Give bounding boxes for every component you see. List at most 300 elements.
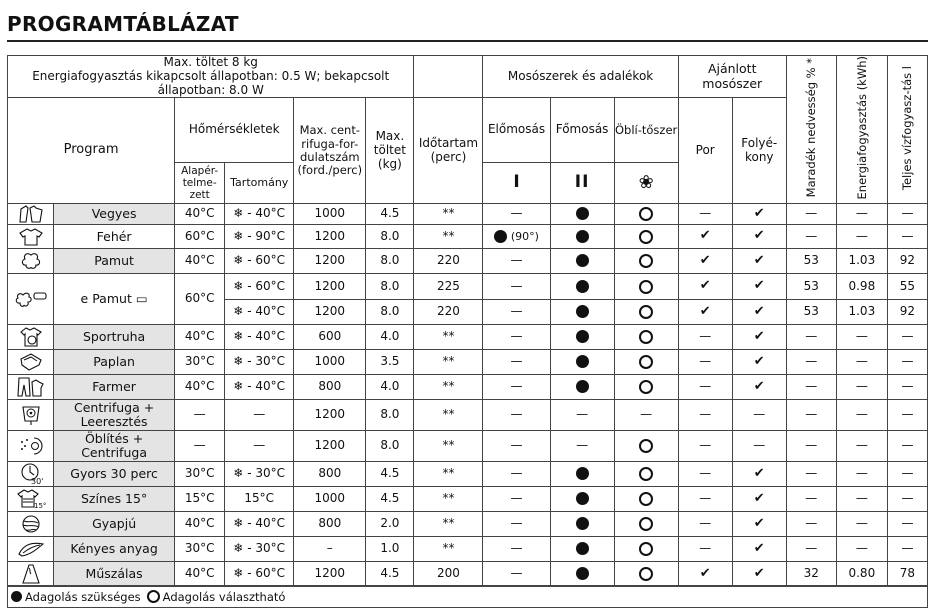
cell-load [366,274,414,300]
load-value: 4.0 [380,379,400,394]
cell-energy [836,537,887,562]
cell-pre [483,431,550,462]
cell-soft [614,375,678,400]
prewash-header: Előmosás [483,98,550,163]
cell-res [786,249,836,274]
spin-value: 800 [318,379,342,394]
required-dot-icon [494,230,507,243]
dur-value: ** [442,407,455,422]
cell-energy [836,350,887,375]
legend-required: Adagolás szükséges [25,589,141,604]
cell-dur [414,325,483,350]
residual-header: Maradék nedvesség % * [786,56,836,204]
spin-value: 1200 [314,304,346,319]
cell-load [366,249,414,274]
delicates-icon [8,537,54,562]
optional-ring-icon [639,230,653,244]
powder-value: ✔ [699,565,711,581]
cell-powder [678,462,732,487]
cell-energy [836,462,887,487]
cell-water [887,562,927,587]
cell-spin [294,249,366,274]
def-value: — [193,407,206,422]
res-value: — [805,354,818,369]
cell-pre [483,350,550,375]
liquid-value: ✔ [753,353,765,369]
cell-powder [678,300,732,325]
load-value: 8.0 [380,304,400,319]
required-dot-icon [576,207,589,220]
res-value: — [805,466,818,481]
cell-range [225,204,294,225]
pre-value: — [510,516,523,531]
range-value: ❄ - 60°C [233,566,286,581]
softener-symbol: ❀ [614,163,678,204]
title-divider [7,40,928,42]
whites-icon [8,225,54,249]
cell-load [366,431,414,462]
cell-pre [483,300,550,325]
cell-water [887,249,927,274]
table-row [8,462,928,487]
required-dot-icon [11,591,22,602]
recommended-header: Ajánlott mosószer [678,56,786,98]
cell-energy [836,512,887,537]
cell-dur [414,225,483,249]
cell-soft [614,249,678,274]
liquid-value: ✔ [753,565,765,581]
powder-value: — [699,491,712,506]
cell-energy [836,225,887,249]
dur-value: ** [442,329,455,344]
dur-value: ** [442,228,455,243]
powder-header: Por [678,98,732,204]
energy-standby-text: Energiafogyasztás kikapcsolt állapotban: 0.5 W; bekapcsolt állapotban: 8.0 W [32,68,390,97]
main-value: — [576,407,589,422]
pre-value: — [510,541,523,556]
spin-value: 800 [318,466,342,481]
cell-powder [678,350,732,375]
range-value: ❄ - 40°C [233,379,286,394]
cell-def [175,350,225,375]
res-value: 32 [803,566,819,581]
table-row [8,204,928,225]
cell-pre [483,400,550,431]
liquid-value: ✔ [753,228,765,244]
program-name [54,462,175,487]
res-value: — [805,438,818,453]
cell-spin [294,274,366,300]
energy-value: — [855,438,868,453]
cell-res [786,431,836,462]
legend-optional: Adagolás választható [162,589,286,604]
cell-water [887,225,927,249]
water-value: — [901,466,914,481]
res-value: — [805,329,818,344]
duration-header: Időtartam (perc) [414,98,483,204]
cell-range [225,537,294,562]
table-row [8,487,928,512]
cell-dur [414,249,483,274]
powder-value: — [699,329,712,344]
cell-range [225,562,294,587]
def-value: 15°C [184,491,215,506]
cell-water [887,512,927,537]
range-value: ❄ - 60°C [233,253,286,268]
pre-value: — [510,354,523,369]
range-value: 15°C [244,491,275,506]
cell-load [366,487,414,512]
liquid-value: ✔ [753,278,765,294]
cell-soft [614,562,678,587]
optional-ring-icon [639,517,653,531]
energy-value: 1.03 [848,253,876,268]
powder-value: — [699,541,712,556]
cell-range [225,225,294,249]
liquid-value: ✔ [753,490,765,506]
cell-dur [414,537,483,562]
cell-range [225,462,294,487]
def-value: 30°C [184,466,215,481]
def-value: — [193,438,206,453]
prewash-symbol: I [483,163,550,204]
dur-value: ** [442,466,455,481]
pre-value: — [510,466,523,481]
cell-liquid [732,300,786,325]
cell-main [550,462,614,487]
cell-powder [678,325,732,350]
required-dot-icon [576,230,589,243]
cell-pre [483,274,550,300]
cell-range [225,274,294,300]
cell-pre: (90°) [483,225,550,249]
cell-pre [483,487,550,512]
cell-liquid [732,462,786,487]
water-header: Teljes vízfogyasz-tás l [887,56,927,204]
cell-water [887,300,927,325]
range-value: ❄ - 30°C [233,541,286,556]
cell-spin [294,462,366,487]
load-value: 8.0 [380,278,400,293]
table-row [8,512,928,537]
table-row [8,274,928,300]
spin-value: 1200 [314,228,346,243]
main-value: — [576,438,589,453]
spin-drain-icon [8,400,54,431]
cell-main [550,274,614,300]
dur-value: ** [442,379,455,394]
water-value: — [901,541,914,556]
program-name-text: Sportruha [83,329,146,345]
cell-soft [614,537,678,562]
water-value: 92 [899,253,916,268]
cell-def [175,204,225,225]
cell-range [225,431,294,462]
cell-liquid [732,431,786,462]
def-value: 30°C [184,541,215,556]
water-value: 78 [899,566,916,581]
cell-main [550,225,614,249]
cell-dur [414,204,483,225]
cell-res [786,325,836,350]
temp-default-header: Alapér-telme-zett [175,163,225,204]
cell-energy [836,300,887,325]
cell-energy [836,431,887,462]
cell-spin [294,325,366,350]
cotton-icon [8,249,54,274]
spin-value: 800 [318,516,342,531]
def-value: 40°C [184,566,215,581]
cell-main [550,512,614,537]
liquid-value: ✔ [753,540,765,556]
cell-main [550,487,614,512]
table-row [8,375,928,400]
table-row [8,350,928,375]
table-row [8,400,928,431]
spin-value: 1000 [314,206,346,221]
cell-main [550,325,614,350]
def-value: 40°C [184,379,215,394]
cell-powder [678,431,732,462]
cell-dur [414,487,483,512]
range-value: ❄ - 60°C [233,278,286,293]
cell-pre [483,562,550,587]
load-value: 8.0 [380,253,400,268]
dur-value: 220 [437,253,460,268]
wool-icon [8,512,54,537]
load-value: 4.5 [380,491,400,506]
cell-def [175,325,225,350]
water-value: — [901,379,914,394]
cell-liquid [732,512,786,537]
res-value: 53 [803,304,819,319]
cell-liquid [732,375,786,400]
mixed-icon [8,204,54,225]
cell-range [225,512,294,537]
cell-liquid [732,487,786,512]
cell-range [225,487,294,512]
program-name [54,375,175,400]
cell-spin [294,225,366,249]
cell-def [175,562,225,587]
cell-def [175,274,225,325]
cell-dur [414,400,483,431]
dur-value: ** [442,206,455,221]
cell-spin [294,512,366,537]
powder-value: — [699,516,712,531]
duvet-icon [8,350,54,375]
water-value: — [901,516,914,531]
colors15-icon [8,487,54,512]
dur-value: 200 [437,566,460,581]
powder-value: — [699,379,712,394]
cell-main [550,350,614,375]
cell-liquid [732,350,786,375]
program-name-text: Öblítés + Centrifuga [81,430,147,461]
powder-value: — [699,206,712,221]
res-value: — [805,516,818,531]
spin-value: 1200 [314,278,346,293]
energy-value: — [855,379,868,394]
eco-cotton-icon [8,274,54,325]
liquid-value: ✔ [753,205,765,221]
cell-load [366,225,414,249]
optional-ring-icon [639,542,653,556]
pre-value: — [510,329,523,344]
range-value: ❄ - 40°C [233,516,286,531]
cell-main [550,375,614,400]
cell-res [786,225,836,249]
energy-value: — [855,516,868,531]
program-name [54,249,175,274]
cell-powder [678,537,732,562]
cell-res [786,512,836,537]
program-name [54,487,175,512]
res-value: 53 [803,253,819,268]
cell-soft [614,300,678,325]
cell-pre [483,325,550,350]
required-dot-icon [576,467,589,480]
cell-res [786,204,836,225]
cell-spin [294,375,366,400]
def-value: 30°C [184,354,215,369]
liquid-value: ✔ [753,252,765,268]
cell-def [175,512,225,537]
pre-value: — [510,438,523,453]
cell-range [225,375,294,400]
cell-main [550,537,614,562]
range-value: ❄ - 40°C [233,304,286,319]
cell-soft [614,512,678,537]
cell-def [175,225,225,249]
res-value: — [805,491,818,506]
cell-soft [614,274,678,300]
cell-powder [678,487,732,512]
spin-value: – [326,541,333,556]
soft-value: — [640,407,653,422]
res-value: — [805,407,818,422]
cell-res [786,462,836,487]
pre-value: — [510,206,523,221]
optional-ring-icon [639,305,653,319]
def-value: 60°C [184,291,215,306]
liquid-value: ✔ [753,515,765,531]
cell-dur [414,462,483,487]
capacity-header [8,56,414,98]
water-value: — [901,491,914,506]
cell-def [175,462,225,487]
cell-res [786,562,836,587]
load-value: 3.5 [380,354,400,369]
cell-res [786,400,836,431]
cell-main [550,204,614,225]
pre-value: — [510,278,523,293]
cell-liquid [732,562,786,587]
pre-value: — [510,304,523,319]
powder-value: ✔ [699,303,711,319]
load-value: 1.0 [380,541,400,556]
pre-value: — [510,566,523,581]
energy-value: — [855,541,868,556]
quick30-icon [8,462,54,487]
cell-soft [614,462,678,487]
def-value: 40°C [184,253,215,268]
powder-value: — [699,407,712,422]
cell-energy [836,249,887,274]
load-value: 4.5 [380,466,400,481]
cell-water [887,400,927,431]
cell-soft [614,350,678,375]
liquid-value: ✔ [753,303,765,319]
optional-ring-icon [639,207,653,221]
dur-value: 220 [437,304,460,319]
spin-value: 1000 [314,354,346,369]
program-name [54,562,175,587]
cell-dur [414,274,483,300]
cell-liquid [732,225,786,249]
spin-value: 1200 [314,438,346,453]
energy-value: — [855,407,868,422]
cell-pre [483,512,550,537]
cell-res [786,487,836,512]
dur-value: ** [442,541,455,556]
table-row [8,431,928,462]
cell-def [175,400,225,431]
cell-liquid [732,325,786,350]
range-value: ❄ - 30°C [233,466,286,481]
water-value: 92 [899,304,916,319]
program-name-text: Vegyes [91,206,137,222]
spin-value: 1000 [314,491,346,506]
cell-main [550,249,614,274]
cell-liquid [732,204,786,225]
program-header: Program [8,98,175,204]
pre-value: — [510,253,523,268]
optional-ring-icon [639,380,653,394]
liquid-value: ✔ [753,378,765,394]
cell-res [786,300,836,325]
def-value: 40°C [184,329,215,344]
program-name [54,225,175,249]
pre-value: — [510,379,523,394]
energy-value: — [855,491,868,506]
optional-ring-icon [639,439,653,453]
cell-dur [414,431,483,462]
cell-energy [836,204,887,225]
table-header [8,56,928,204]
cell-water [887,274,927,300]
powder-value: ✔ [699,228,711,244]
cell-load [366,325,414,350]
synthetics-icon [8,562,54,587]
liquid-value: — [753,438,766,453]
water-value: — [901,438,914,453]
load-value: 4.0 [380,329,400,344]
cell-load [366,512,414,537]
required-dot-icon [576,280,589,293]
res-value: — [805,206,818,221]
cell-pre [483,375,550,400]
cell-dur [414,562,483,587]
range-value: ❄ - 30°C [233,354,286,369]
liquid-value: — [753,407,766,422]
table-row [8,225,928,249]
pre-value: — [510,407,523,422]
load-value: 8.0 [380,228,400,243]
spin-value: 1200 [314,566,346,581]
optional-ring-icon [639,492,653,506]
cell-spin [294,204,366,225]
